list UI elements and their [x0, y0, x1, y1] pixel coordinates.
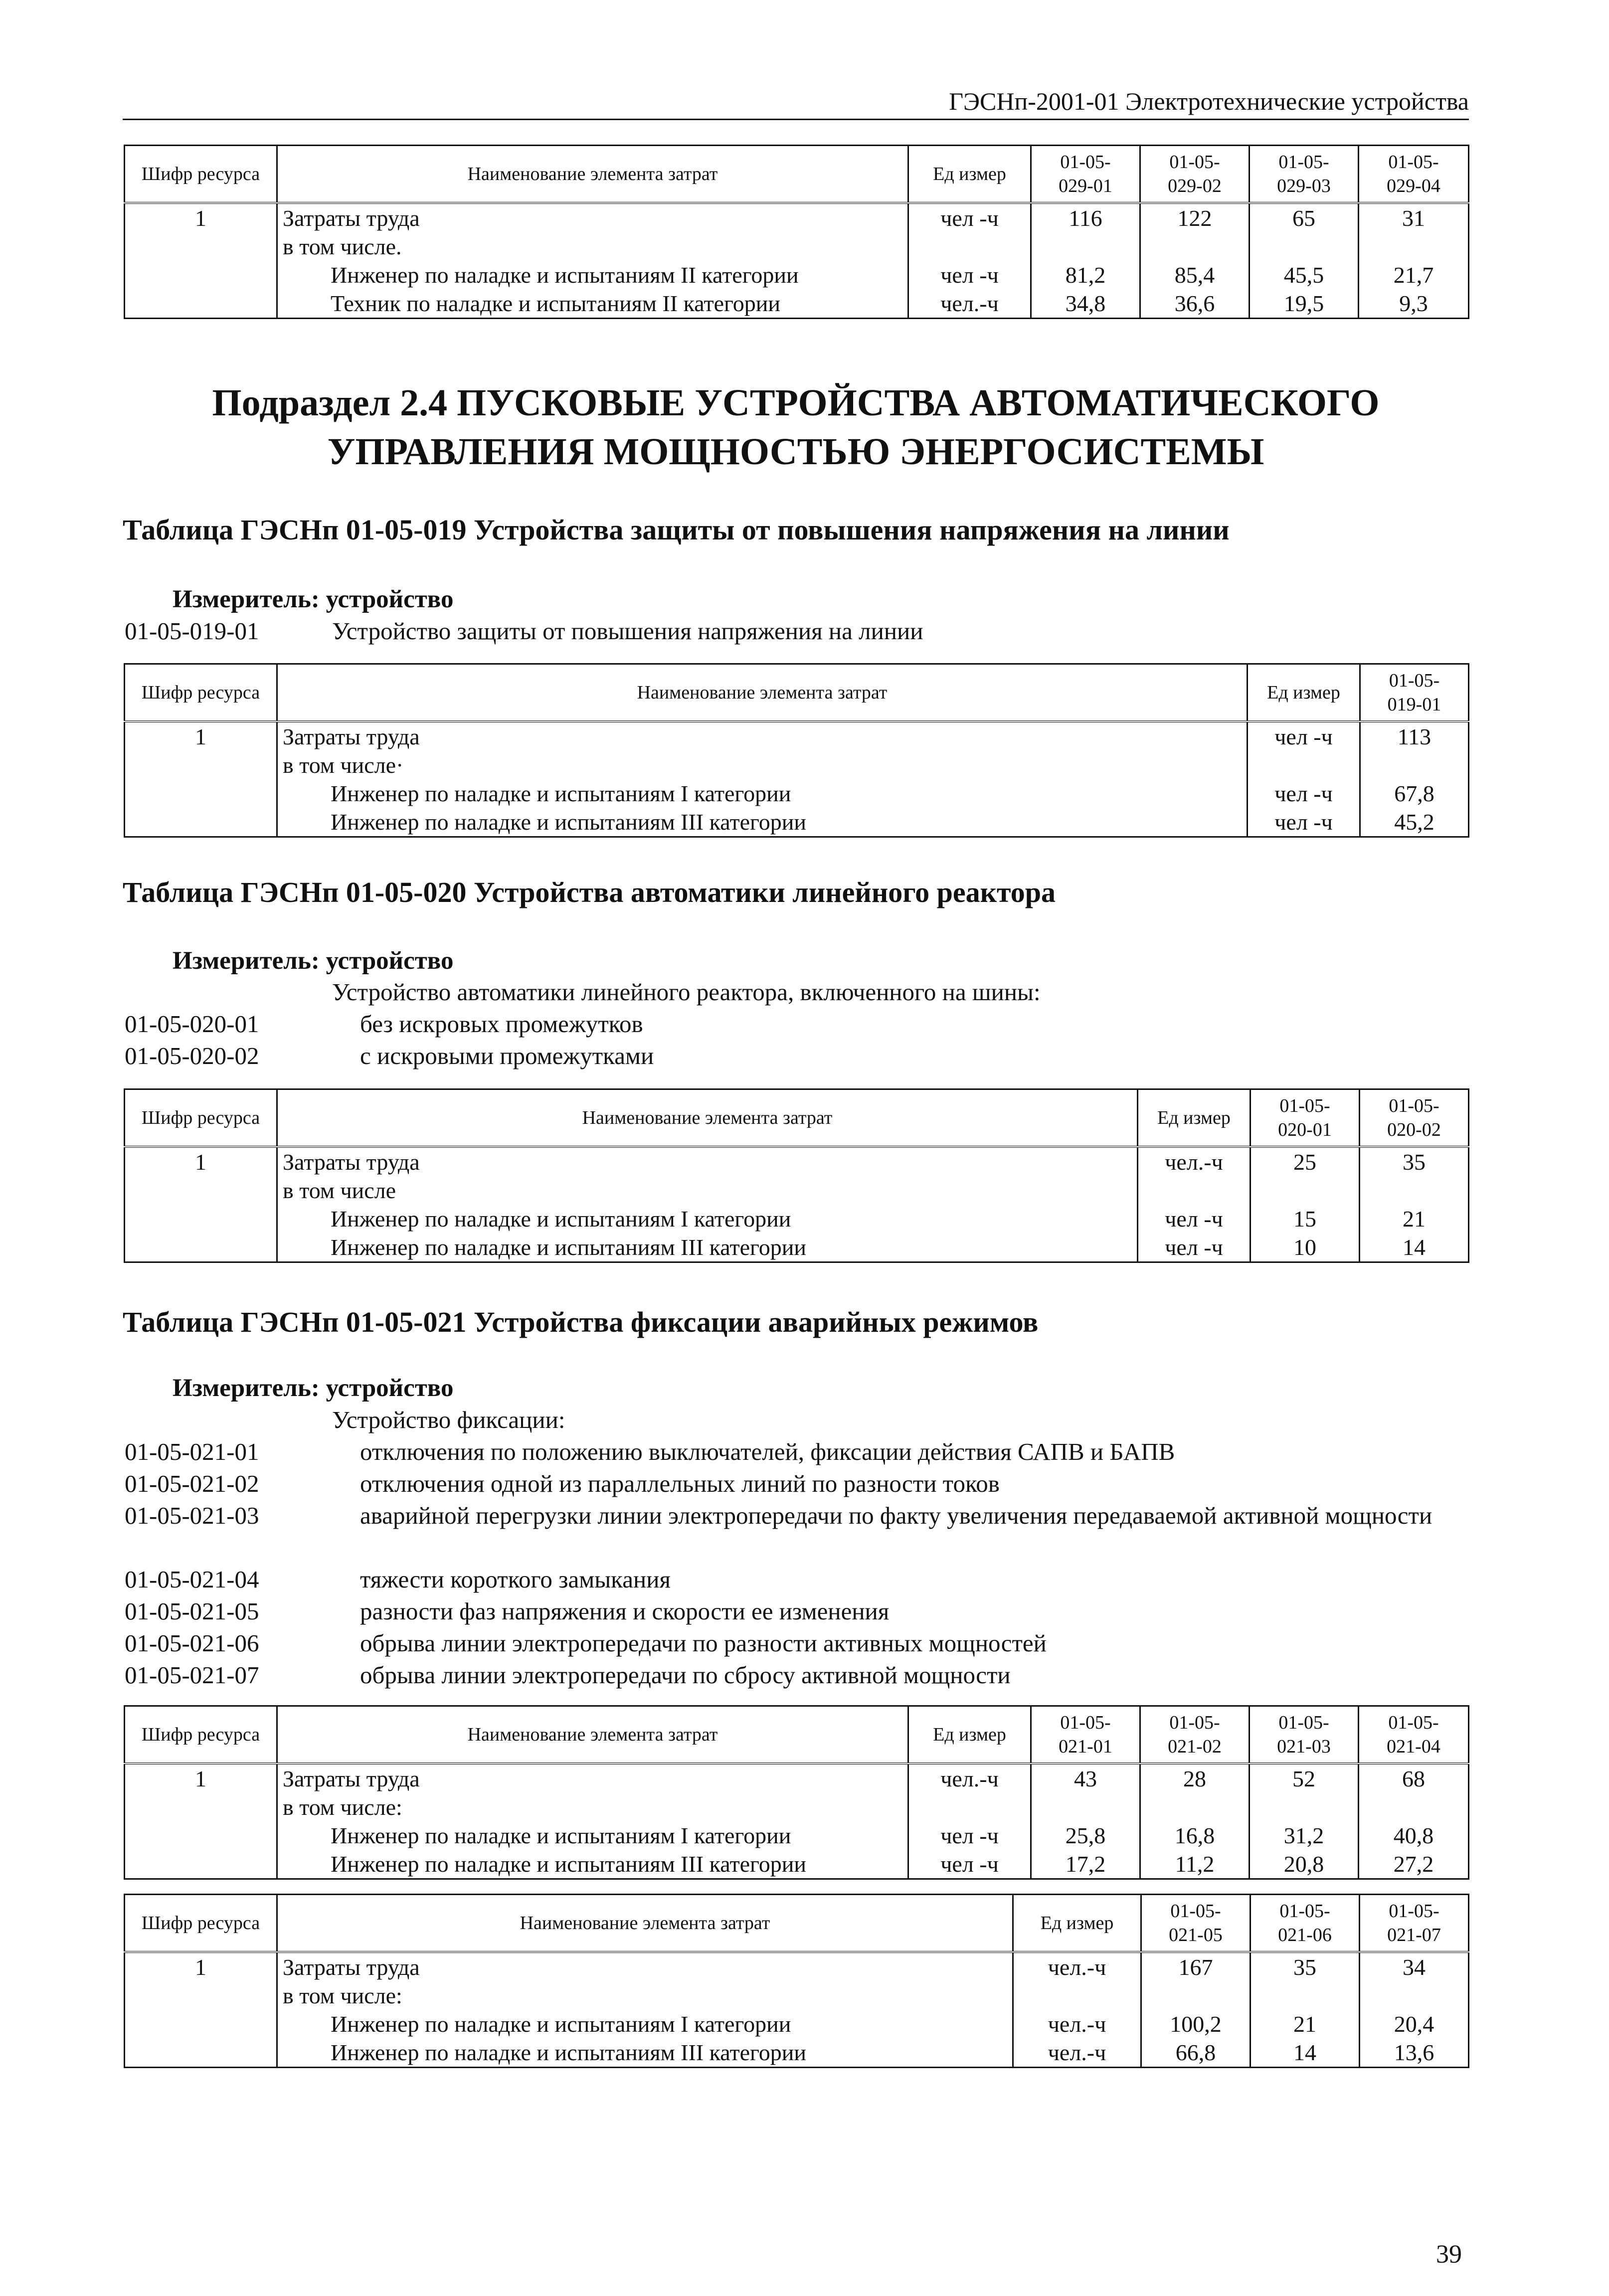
- unit: чел.-ч: [1013, 2010, 1141, 2038]
- table-row: [125, 1764, 1469, 1793]
- value: 11,2: [1140, 1850, 1250, 1879]
- value: 66,8: [1141, 2038, 1251, 2068]
- section-title-line-1: Подраздел 2.4 ПУСКОВЫЕ УСТРОЙСТВА АВТОМАТИЧЕСКОГО: [212, 382, 1380, 424]
- item-text: отключения по положению выключателей, фиксации действия САПВ и БАПВ: [360, 1438, 1175, 1465]
- col-unit-header: Ед измер: [908, 1706, 1031, 1764]
- item-code: 01-05-021-06: [125, 1629, 259, 1657]
- resource-code: [125, 2038, 277, 2068]
- value: 34: [1360, 1952, 1469, 1981]
- col-unit-header: Ед измер: [1138, 1089, 1251, 1147]
- cost-name: Затраты труда: [277, 1764, 908, 1793]
- col-code-header: 01-05- 029-01: [1031, 146, 1140, 203]
- value: [1360, 1176, 1469, 1205]
- value: [1140, 232, 1250, 261]
- item-text: тяжести короткого замыкания: [360, 1566, 671, 1593]
- item-code: 01-05-019-01: [125, 617, 259, 645]
- value: [1251, 1981, 1360, 2010]
- resource-code: [125, 232, 277, 261]
- item-code: 01-05-021-03: [125, 1502, 259, 1529]
- unit: чел.-ч: [908, 1764, 1031, 1793]
- resource-code: [125, 1850, 277, 1879]
- table-row: [125, 289, 1469, 319]
- resource-code: [125, 1793, 277, 1821]
- unit: чел -ч: [1138, 1233, 1251, 1262]
- col-code-header: 01-05- 021-01: [1031, 1706, 1140, 1764]
- col-code-header: 01-05- 020-01: [1251, 1089, 1360, 1147]
- table-019: [124, 663, 1469, 838]
- unit: чел -ч: [1248, 779, 1360, 808]
- resource-code: [125, 808, 277, 837]
- value: 14: [1251, 2038, 1360, 2068]
- value: 67,8: [1360, 779, 1469, 808]
- table-row: [125, 1233, 1469, 1262]
- col-code-header: 01-05- 021-03: [1250, 1706, 1359, 1764]
- resource-code: [125, 751, 277, 779]
- table-020-title: Таблица ГЭСНп 01-05-020 Устройства автоматики линейного реактора: [123, 876, 1056, 908]
- value: 19,5: [1250, 289, 1359, 319]
- item-text: отключения одной из параллельных линий по разности токов: [360, 1470, 1000, 1497]
- table-row: [125, 1793, 1469, 1821]
- col-resource-header: Шифр ресурса: [125, 146, 277, 203]
- resource-code: 1: [125, 203, 277, 232]
- table-row: [125, 1176, 1469, 1205]
- value: 81,2: [1031, 261, 1140, 289]
- table-row: [125, 1952, 1469, 1981]
- value: 21: [1251, 2010, 1360, 2038]
- value: 27,2: [1359, 1850, 1469, 1879]
- value: [1031, 1793, 1140, 1821]
- value: [1031, 232, 1140, 261]
- unit: чел -ч: [1248, 808, 1360, 837]
- cost-name: Затраты труда: [277, 721, 1248, 751]
- col-unit-header: Ед измер: [1013, 1895, 1141, 1952]
- value: [1250, 232, 1359, 261]
- value: 85,4: [1140, 261, 1250, 289]
- intro-text: Устройство автоматики линейного реактора, включенного на шины:: [332, 978, 1041, 1006]
- cost-name: Инженер по наладке и испытаниям III категории: [277, 1850, 908, 1879]
- table-row: [125, 808, 1469, 837]
- measure: Измеритель: устройство: [173, 585, 454, 613]
- table-row: [125, 1821, 1469, 1850]
- table-row: [125, 751, 1469, 779]
- table-row: [125, 2038, 1469, 2068]
- value: 15: [1251, 1205, 1360, 1233]
- value: 45,2: [1360, 808, 1469, 837]
- table-row: [125, 232, 1469, 261]
- value: 122: [1140, 203, 1250, 232]
- table-row: [125, 721, 1469, 751]
- table-header-row: [125, 1706, 1469, 1764]
- measure: Измеритель: устройство: [173, 1374, 454, 1402]
- section-title-line-2: УПРАВЛЕНИЯ МОЩНОСТЬЮ ЭНЕРГОСИСТЕМЫ: [327, 431, 1264, 473]
- value: 28: [1140, 1764, 1250, 1793]
- value: [1141, 1981, 1251, 2010]
- table-021-b: [124, 1894, 1469, 2068]
- cost-name: Инженер по наладке и испытаниям III категории: [277, 808, 1248, 837]
- unit: чел -ч: [1248, 721, 1360, 751]
- value: [1250, 1793, 1359, 1821]
- unit: чел.-ч: [908, 289, 1031, 319]
- col-code-header: 01-05- 029-02: [1140, 146, 1250, 203]
- unit: [1138, 1176, 1251, 1205]
- col-code-header: 01-05- 021-07: [1360, 1895, 1469, 1952]
- resource-code: [125, 1821, 277, 1850]
- value: 116: [1031, 203, 1140, 232]
- item-code: 01-05-020-02: [125, 1042, 259, 1069]
- col-name-header: Наименование элемента затрат: [277, 146, 908, 203]
- value: 25: [1251, 1147, 1360, 1176]
- table-header-row: [125, 146, 1469, 203]
- value: 21,7: [1359, 261, 1469, 289]
- col-resource-header: Шифр ресурса: [125, 1706, 277, 1764]
- item-code: 01-05-021-01: [125, 1438, 259, 1465]
- unit: [1248, 751, 1360, 779]
- col-resource-header: Шифр ресурса: [125, 1895, 277, 1952]
- value: 35: [1251, 1952, 1360, 1981]
- value: 13,6: [1360, 2038, 1469, 2068]
- resource-code: [125, 1233, 277, 1262]
- value: 45,5: [1250, 261, 1359, 289]
- value: 68: [1359, 1764, 1469, 1793]
- table-row: [125, 203, 1469, 232]
- item-code: 01-05-020-01: [125, 1010, 259, 1038]
- running-header: ГЭСНп-2001-01 Электротехнические устройства: [123, 84, 1469, 120]
- value: [1251, 1176, 1360, 1205]
- col-code-header: 01-05- 029-03: [1250, 146, 1359, 203]
- col-name-header: Наименование элемента затрат: [277, 1089, 1138, 1147]
- value: 10: [1251, 1233, 1360, 1262]
- value: 25,8: [1031, 1821, 1140, 1850]
- measure: Измеритель: устройство: [173, 947, 454, 975]
- value: [1359, 232, 1469, 261]
- value: [1359, 1793, 1469, 1821]
- table-row: [125, 1850, 1469, 1879]
- value: 14: [1360, 1233, 1469, 1262]
- col-code-header: 01-05- 021-02: [1140, 1706, 1250, 1764]
- item-text: разности фаз напряжения и скорости ее изменения: [360, 1597, 890, 1625]
- table-021-title: Таблица ГЭСНп 01-05-021 Устройства фиксации аварийных режимов: [123, 1306, 1039, 1338]
- cost-name: в том числе.: [277, 232, 908, 261]
- resource-code: [125, 289, 277, 319]
- col-name-header: Наименование элемента затрат: [277, 1895, 1013, 1952]
- resource-code: [125, 779, 277, 808]
- resource-code: [125, 1981, 277, 2010]
- col-code-header: 01-05- 021-05: [1141, 1895, 1251, 1952]
- unit: [908, 232, 1031, 261]
- resource-code: [125, 1205, 277, 1233]
- col-code-header: 01-05- 020-02: [1360, 1089, 1469, 1147]
- value: 9,3: [1359, 289, 1469, 319]
- value: 21: [1360, 1205, 1469, 1233]
- unit: [908, 1793, 1031, 1821]
- col-name-header: Наименование элемента затрат: [277, 664, 1248, 722]
- table-019-title: Таблица ГЭСНп 01-05-019 Устройства защиты от повышения напряжения на линии: [123, 514, 1230, 546]
- cost-name: в том числе·: [277, 751, 1248, 779]
- item-text: с искровыми промежутками: [360, 1042, 654, 1069]
- unit: чел -ч: [1138, 1205, 1251, 1233]
- table-row: [125, 1205, 1469, 1233]
- item-text: обрыва линии электропередачи по разности активных мощностей: [360, 1629, 1047, 1657]
- col-unit-header: Ед измер: [1248, 664, 1360, 722]
- value: 167: [1141, 1952, 1251, 1981]
- item-code: 01-05-021-05: [125, 1597, 259, 1625]
- resource-code: 1: [125, 1764, 277, 1793]
- intro-text: Устройство фиксации:: [332, 1406, 565, 1433]
- unit: чел -ч: [908, 203, 1031, 232]
- unit: чел.-ч: [1138, 1147, 1251, 1176]
- cost-name: Инженер по наладке и испытаниям II категории: [277, 261, 908, 289]
- cost-name: Инженер по наладке и испытаниям I категории: [277, 2010, 1013, 2038]
- col-code-header: 01-05- 021-06: [1251, 1895, 1360, 1952]
- resource-code: [125, 1176, 277, 1205]
- unit: чел -ч: [908, 1850, 1031, 1879]
- value: [1140, 1793, 1250, 1821]
- value: 16,8: [1140, 1821, 1250, 1850]
- cost-name: Техник по наладке и испытаниям II категории: [277, 289, 908, 319]
- resource-code: [125, 261, 277, 289]
- unit: чел.-ч: [1013, 2038, 1141, 2068]
- unit: чел -ч: [908, 261, 1031, 289]
- value: 65: [1250, 203, 1359, 232]
- cost-name: Затраты труда: [277, 1952, 1013, 1981]
- value: 31,2: [1250, 1821, 1359, 1850]
- table-row: [125, 2010, 1469, 2038]
- resource-code: 1: [125, 721, 277, 751]
- cost-name: Инженер по наладке и испытаниям I категории: [277, 1821, 908, 1850]
- value: [1360, 1981, 1469, 2010]
- item-text: без искровых промежутков: [360, 1010, 643, 1038]
- item-text: аварийной перегрузки линии электропередачи по факту увеличения передаваемой активной мощности: [360, 1502, 1432, 1529]
- col-name-header: Наименование элемента затрат: [277, 1706, 908, 1764]
- value: 100,2: [1141, 2010, 1251, 2038]
- value: 34,8: [1031, 289, 1140, 319]
- col-code-header: 01-05- 019-01: [1360, 664, 1469, 722]
- table-header-row: [125, 664, 1469, 722]
- value: [1360, 751, 1469, 779]
- table-029: [124, 145, 1469, 319]
- cost-name: в том числе:: [277, 1981, 1013, 2010]
- item-text: Устройство защиты от повышения напряжения на линии: [332, 617, 923, 645]
- table-row: [125, 1981, 1469, 2010]
- value: 31: [1359, 203, 1469, 232]
- col-code-header: 01-05- 029-04: [1359, 146, 1469, 203]
- value: 113: [1360, 721, 1469, 751]
- value: 35: [1360, 1147, 1469, 1176]
- cost-name: в том числе: [277, 1176, 1138, 1205]
- col-code-header: 01-05- 021-04: [1359, 1706, 1469, 1764]
- value: 40,8: [1359, 1821, 1469, 1850]
- cost-name: Инженер по наладке и испытаниям I категории: [277, 1205, 1138, 1233]
- cost-name: Затраты труда: [277, 1147, 1138, 1176]
- value: 17,2: [1031, 1850, 1140, 1879]
- value: 52: [1250, 1764, 1359, 1793]
- item-code: 01-05-021-02: [125, 1470, 259, 1497]
- cost-name: Затраты труда: [277, 203, 908, 232]
- col-resource-header: Шифр ресурса: [125, 664, 277, 722]
- resource-code: 1: [125, 1952, 277, 1981]
- col-unit-header: Ед измер: [908, 146, 1031, 203]
- resource-code: 1: [125, 1147, 277, 1176]
- cost-name: Инженер по наладке и испытаниям I категории: [277, 779, 1248, 808]
- table-header-row: [125, 1089, 1469, 1147]
- item-code: 01-05-021-04: [125, 1566, 259, 1593]
- table-row: [125, 261, 1469, 289]
- table-021-a: [124, 1705, 1469, 1880]
- cost-name: в том числе:: [277, 1793, 908, 1821]
- value: 36,6: [1140, 289, 1250, 319]
- table-header-row: [125, 1895, 1469, 1952]
- col-resource-header: Шифр ресурса: [125, 1089, 277, 1147]
- cost-name: Инженер по наладке и испытаниям III категории: [277, 1233, 1138, 1262]
- table-020: [124, 1088, 1469, 1263]
- resource-code: [125, 2010, 277, 2038]
- value: 43: [1031, 1764, 1140, 1793]
- item-code: 01-05-021-07: [125, 1661, 259, 1689]
- unit: чел -ч: [908, 1821, 1031, 1850]
- value: 20,8: [1250, 1850, 1359, 1879]
- value: 20,4: [1360, 2010, 1469, 2038]
- page-number: 39: [1436, 2240, 1462, 2269]
- item-text: обрыва линии электропередачи по сбросу активной мощности: [360, 1661, 1011, 1689]
- cost-name: Инженер по наладке и испытаниям III категории: [277, 2038, 1013, 2068]
- table-row: [125, 779, 1469, 808]
- unit: [1013, 1981, 1141, 2010]
- table-row: [125, 1147, 1469, 1176]
- unit: чел.-ч: [1013, 1952, 1141, 1981]
